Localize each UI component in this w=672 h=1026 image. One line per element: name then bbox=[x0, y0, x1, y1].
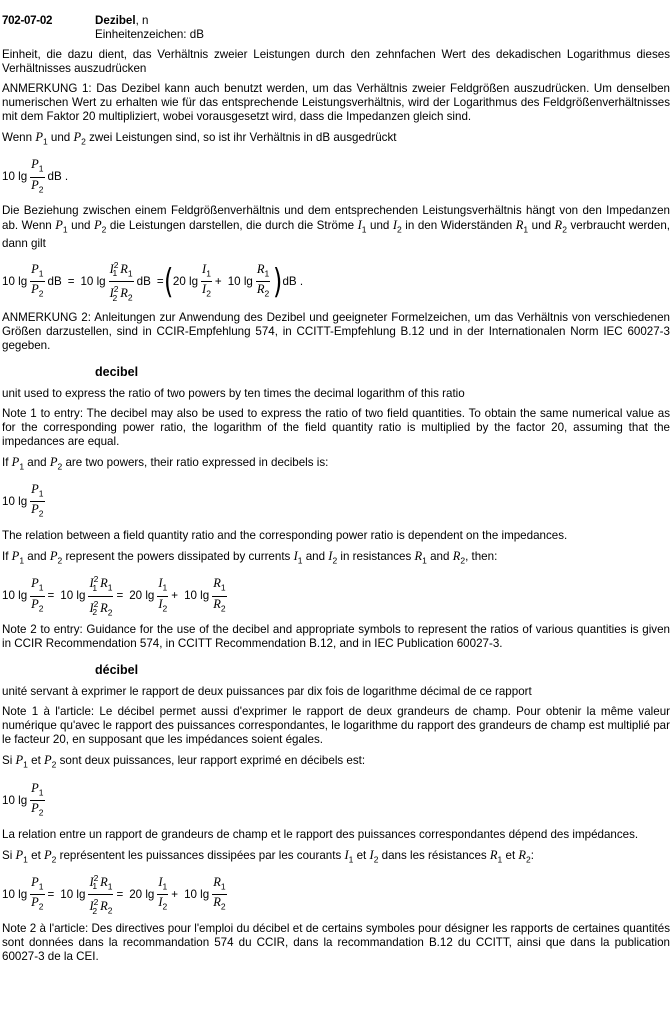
french-formula-1: 10 lg $\frac{P_1}{P_2}$ bbox=[2, 780, 44, 818]
entry-number: 702-07-02 bbox=[2, 14, 53, 27]
french-represent-sentence: Si $P_1$ et $P_2$ représentent les puissances dissipées par les courants $I_1$ et $I_2$ dans les résistances $R_1$ et $R_2$: bbox=[2, 847, 535, 864]
english-formula-2: 10 lg $\frac{P_1}{P_2}$ = 10 lg $\frac{I^2_1 R_1}{I^2_2 R_2}$ = 20 lg $\frac{I_1}{I_2}$ + 10 lg $\frac{R_1}{R_2}$ bbox=[2, 574, 226, 618]
german-note-2: ANMERKUNG 2: Anleitungen zur Anwendung des Dezibel und geeigneter Formelzeichen, um das Verhältnis von verschiedenen Größen darzustellen, sind in CCIR-Empfehlung 574, in CCITT-Empfehlung B.12 und in der Internationalen Norm IEC 60027-3 gegeben. bbox=[2, 310, 670, 352]
english-note-2: Note 2 to entry: Guidance for the use of the decibel and appropriate symbols to represent the ratios of various quantities is given in CCIR Recommendation 574, in CCITT Recommendation B.12, and in IEC Publication 60027-3. bbox=[2, 623, 670, 651]
english-formula-1: 10 lg $\frac{P_1}{P_2}$ bbox=[2, 482, 44, 519]
french-definition: unité servant à exprimer le rapport de deux puissances par dix fois de logarithme décimal de ce rapport bbox=[2, 685, 532, 699]
english-definition: unit used to express the ratio of two powers by ten times the decimal logarithm of this ratio bbox=[2, 386, 465, 400]
german-relation-sentence: Die Beziehung zwischen einem Feldgrößenverhältnis und dem entsprechenden Leistungsverhältnis hängt von den Impedanzen ab. Wenn $P_1$ und $P_2$ die Leistungen darstellen, die durch die Ströme $I_1$ und $I_2$ in den Widerständen $R_1$ und $R_2$ verbraucht werden, dann gilt bbox=[2, 204, 670, 250]
english-power-sentence: If $P_1$ and $P_2$ are two powers, their ratio expressed in decibels is: bbox=[2, 454, 329, 471]
french-term: décibel bbox=[95, 663, 139, 678]
french-relation-sentence: La relation entre un rapport de grandeurs de champ et le rapport des puissances correspondantes dépend des impédances. bbox=[2, 827, 639, 841]
english-represent-sentence: If $P_1$ and $P_2$ represent the powers dissipated by currents $I_1$ and $I_2$ in resistances $R_1$ and $R_2$, then: bbox=[2, 548, 498, 566]
english-relation-sentence: The relation between a field quantity ratio and the corresponding power ratio is dependent on the impedances. bbox=[2, 528, 568, 542]
german-power-sentence: Wenn $P_1$ und $P_2$ zwei Leistungen sind, so ist ihr Verhältnis in dB ausgedrückt bbox=[2, 130, 397, 147]
german-note-1: ANMERKUNG 1: Das Dezibel kann auch benutzt werden, um das Verhältnis zweier Feldgrößen auszudrücken. Um denselben numerischen Wert zu erhalten wie für das entsprechende Leistungsverhältnis, wird der Logarithmus des Feldgrößenverhältnisses mit dem Faktor 20 multipliziert, wobei vorausgesetzt wird, dass die Impedanzen gleich sind. bbox=[2, 82, 670, 123]
english-term: decibel bbox=[95, 364, 139, 379]
entry-header bbox=[2, 14, 670, 44]
german-formula-1: 10 lg $\frac{P_1}{P_2}$ dB . bbox=[2, 157, 69, 195]
french-formula-2: 10 lg $\frac{P_1}{P_2}$ = 10 lg $\frac{I^2_1 R_1}{I^2_2 R_2}$ = 20 lg $\frac{I_1}{I_2}$ + 10 lg $\frac{R_1}{R_2}$ bbox=[2, 872, 226, 916]
french-power-sentence: Si $P_1$ et $P_2$ sont deux puissances, leur rapport exprimé en décibels est: bbox=[2, 753, 366, 770]
german-definition: Einheit, die dazu dient, das Verhältnis zweier Leistungen durch den zehnfachen Wert des dekadischen Logarithmus dieses Verhältnisses auszudrücken bbox=[2, 48, 670, 75]
document-page bbox=[2, 14, 670, 970]
german-formula-2: 10 lg $\frac{P_1}{P_2}$ dB = 10 lg $\frac{I^2_1 R_1}{I^2_2 R_2}$ dB = ( 20 lg $\frac{I_1}{I_2}$ + 10 lg $\frac{R_1}{R_2}$ ) dB . bbox=[2, 259, 304, 303]
french-note-2: Note 2 à l'article: Des directives pour l'emploi du décibel et de certains symboles pour désigner les rapports de certaines quantités sont données dans la recommandation 574 du CCIR, dans la recommandation B.12 du CCITT, ainsi que dans la publication 60027-3 de la CEI. bbox=[2, 921, 670, 963]
german-term: Dezibel, n bbox=[95, 14, 149, 27]
english-note-1: Note 1 to entry: The decibel may also be used to express the ratio of two field quantities. To obtain the same numerical value as for the corresponding power ratio, the logarithm of the field quantity ratio is multiplied by the factor 20, assuming that the impedances are equal. bbox=[2, 406, 670, 448]
french-note-1: Note 1 à l'article: Le décibel permet aussi d'exprimer le rapport de deux grandeurs de champ. Pour obtenir la même valeur numérique qu'avec le rapport des puissances correspondantes, le logarithme du rapport des grandeurs de champ est multiplié par le facteur 20, en supposant que les impédances soient égales. bbox=[2, 705, 670, 747]
unit-symbol-line: Einheitenzeichen: dB bbox=[95, 28, 204, 41]
